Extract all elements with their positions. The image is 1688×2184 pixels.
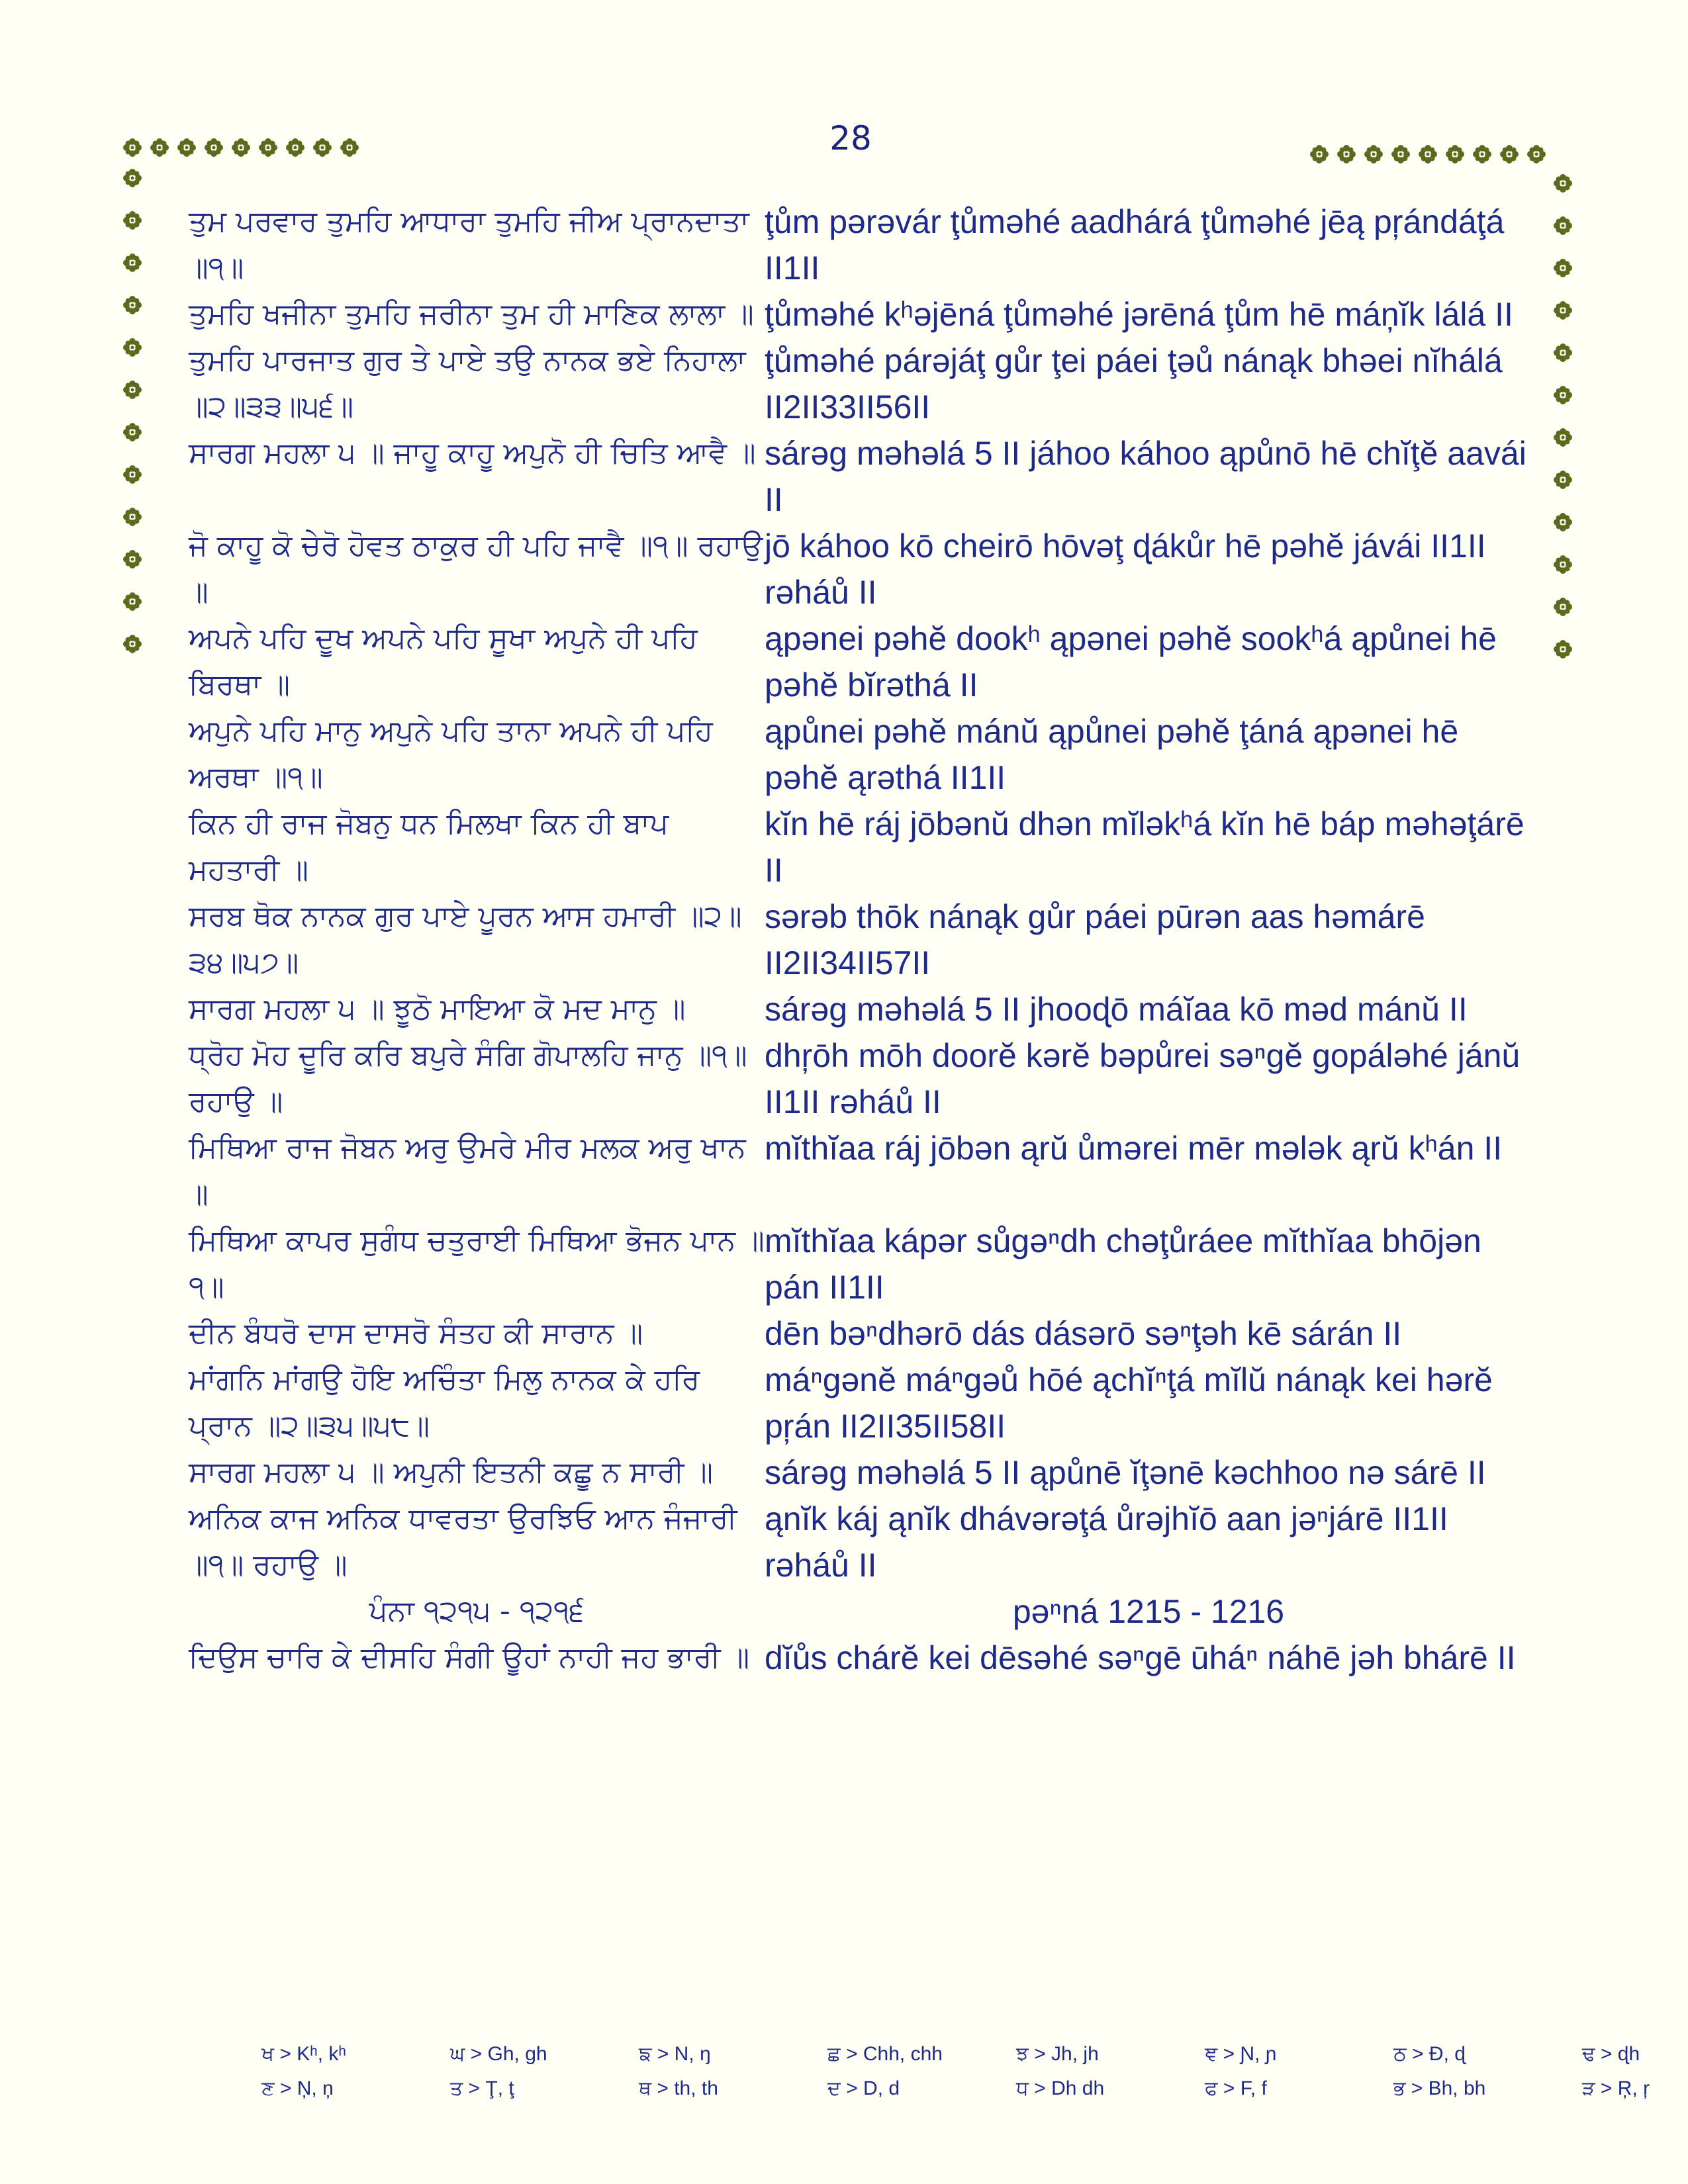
verse-row <box>189 1449 1532 1496</box>
verse-row <box>189 986 1532 1032</box>
transliteration-text: ţůməhé kʰəjēná ţůməhé jərēná ţům hē máņĭk lálá II <box>765 296 1513 333</box>
flower-icon <box>231 138 251 158</box>
gurmukhi-text: ਅਨਿਕ ਕਾਜ ਅਨਿਕ ਧਾਵਰਤਾ ਉਰਝਿਓ ਆਨ ਜੰਜਾਰੀ ॥੧॥ ਰਹਾਉ ॥ <box>189 1502 737 1582</box>
gurmukhi-text: ਕਿਨ ਹੀ ਰਾਜ ਜੋਬਨੁ ਧਨ ਮਿਲਖਾ ਕਿਨ ਹੀ ਬਾਪ ਮਹਤਾਰੀ ॥ <box>189 807 669 887</box>
flower-icon <box>1336 144 1356 164</box>
legend-item: ਭ > Bh, bh <box>1393 2077 1486 2099</box>
gurmukhi-text: ਧ੍ਰੋਹ ਮੋਹ ਦੂਰਿ ਕਰਿ ਬਪੁਰੇ ਸੰਗਿ ਗੋਪਾਲਹਿ ਜਾਨੁ ॥੧॥ ਰਹਾਉ ॥ <box>189 1038 747 1118</box>
flower-icon <box>1445 144 1465 164</box>
transliteration-text: sárəg məhəlá 5 II ąpůnē ĭţənē kəchhoo nə sárē II <box>765 1454 1486 1491</box>
flower-icon <box>1364 144 1383 164</box>
flower-icon <box>122 634 142 654</box>
flower-icon <box>312 138 332 158</box>
flower-icon <box>1553 428 1573 447</box>
gurmukhi-text: ਤੁਮਹਿ ਪਾਰਜਾਤ ਗੁਰ ਤੇ ਪਾਏ ਤਉ ਨਾਨਕ ਭਏ ਨਿਹਾਲਾ ॥੨॥੩੩॥੫੬॥ <box>189 343 746 424</box>
verse-rows-after <box>189 1635 1532 1681</box>
flower-icon <box>285 138 305 158</box>
legend-item: ਧ > Dh dh <box>1016 2077 1105 2099</box>
flower-icon <box>1499 144 1519 164</box>
gurmukhi-text: ਅਪੁਨੇ ਪਹਿ ਮਾਨੁ ਅਪੁਨੇ ਪਹਿ ਤਾਨਾ ਅਪਨੇ ਹੀ ਪਹਿ ਅਰਥਾ ॥੧॥ <box>189 714 713 794</box>
legend-item: ਫ > F, f <box>1205 2077 1267 2099</box>
verse-row <box>189 708 1532 801</box>
legend-item: ਥ > th, th <box>639 2077 718 2099</box>
flower-icon <box>122 507 142 527</box>
flower-icon <box>1526 144 1546 164</box>
flower-icon <box>1418 144 1438 164</box>
transliteration-text: sərəb thōk nánąk gůr páei pūrən aas həmárē II2II34II57II <box>765 898 1425 981</box>
page-marker-row <box>189 1588 1532 1635</box>
flower-icon <box>1553 470 1573 490</box>
legend-item: ਢ > ɖh <box>1582 2043 1640 2065</box>
legend-row <box>261 2071 1688 2106</box>
flower-icon <box>122 465 142 484</box>
gurmukhi-text: ਮਿਥਿਆ ਕਾਪਰ ਸੁਗੰਧ ਚਤੁਰਾਈ ਮਿਥਿਆ ਭੋਜਨ ਪਾਨ ॥੧॥ <box>189 1224 765 1304</box>
legend-item: ਦ > D, d <box>827 2077 900 2099</box>
transliteration-text: sárəg məhəlá 5 II jáhoo káhoo ąpůnō hē chĭţĕ aavái II <box>765 435 1526 518</box>
legend-item: ਙ > N, ŋ <box>639 2043 711 2065</box>
page-marker-gurmukhi: ਪੰਨਾ ੧੨੧੫ - ੧੨੧੬ <box>369 1594 585 1628</box>
flower-icon <box>1553 300 1573 320</box>
verse-row <box>189 430 1532 523</box>
flower-icon <box>1553 216 1573 236</box>
flower-icon <box>122 592 142 612</box>
transliteration-text: ąpůnei pəhĕ mánŭ ąpůnei pəhĕ ţáná ąpənei hē pəhĕ ąrəthá II1II <box>765 713 1459 796</box>
gurmukhi-text: ਮਾਂਗਨਿ ਮਾਂਗਉ ਹੋਇ ਅਚਿੰਤਾ ਮਿਲੁ ਨਾਨਕ ਕੇ ਹਰਿ ਪ੍ਰਾਨ ॥੨॥੩੫॥੫੮॥ <box>189 1363 700 1443</box>
flower-icon <box>1553 343 1573 363</box>
gurmukhi-text: ਦੀਨ ਬੰਧਰੋ ਦਾਸ ਦਾਸਰੋ ਸੰਤਹ ਕੀ ਸਾਰਾਨ ॥ <box>189 1316 643 1350</box>
legend-item: ਛ > Chh, chh <box>827 2043 943 2065</box>
legend-item: ਠ > Ɖ, ɖ <box>1393 2043 1466 2065</box>
flower-icon <box>150 138 169 158</box>
transliteration-text: dĭůs chárĕ kei dēsəhé səⁿgē ūháⁿ náhē jəh bhárē II <box>765 1639 1516 1676</box>
gurmukhi-text: ਦਿਉਸ ਚਾਰਿ ਕੇ ਦੀਸਹਿ ਸੰਗੀ ਊਹਾਂ ਨਾਹੀ ਜਹ ਭਾਰੀ ॥ <box>189 1641 750 1674</box>
flower-icon <box>1553 555 1573 574</box>
flower-icon <box>122 210 142 230</box>
verse-row <box>189 893 1532 986</box>
verse-rows <box>189 199 1532 1588</box>
verse-row <box>189 1032 1532 1125</box>
transliteration-text: sárəg məhəlá 5 II jhooɖō máĭaa kō məd mánŭ II <box>765 991 1468 1028</box>
legend-item: ਖ > Kʰ, kʰ <box>261 2043 346 2065</box>
legend-item: ਞ > Ɲ, ɲ <box>1205 2043 1277 2065</box>
flower-icon <box>1553 173 1573 193</box>
transliteration-text: dhŗōh mōh doorĕ kərĕ bəpůrei səⁿgĕ gopáləhé jánŭ II1II rəháů II <box>765 1037 1521 1120</box>
verse-row <box>189 523 1532 615</box>
gurmukhi-text: ਅਪਨੇ ਪਹਿ ਦੂਖ ਅਪਨੇ ਪਹਿ ਸੂਖਾ ਅਪੁਨੇ ਹੀ ਪਹਿ ਬਿਰਥਾ ॥ <box>189 621 698 702</box>
flower-icon <box>258 138 278 158</box>
flower-icon <box>122 295 142 315</box>
flower-icon <box>340 138 359 158</box>
flower-icon <box>1553 639 1573 659</box>
gurmukhi-text: ਜੋ ਕਾਹੂ ਕੋ ਚੇਰੋ ਹੋਵਤ ਠਾਕੁਰ ਹੀ ਪਹਿ ਜਾਵੈ ॥੧॥ ਰਹਾਉ ॥ <box>189 529 763 609</box>
legend-item: ੜ > Ŗ, ŗ <box>1582 2077 1650 2099</box>
gurmukhi-text: ਮਿਥਿਆ ਰਾਜ ਜੋਬਨ ਅਰੁ ਉਮਰੇ ਮੀਰ ਮਲਕ ਅਰੁ ਖਾਨ ॥ <box>189 1131 746 1211</box>
transliteration-text: ąpənei pəhĕ dookʰ ąpənei pəhĕ sookʰá ąpůnei hē pəhĕ bĭrəthá II <box>765 620 1497 704</box>
verse-row <box>189 291 1532 338</box>
flower-icon <box>1553 258 1573 278</box>
verse-row <box>189 801 1532 893</box>
flower-icon <box>122 549 142 569</box>
transliteration-text: jō káhoo kō cheirō hōvəţ ɖákůr hē pəhĕ jávái II1II rəháů II <box>765 527 1486 611</box>
page-number: 28 <box>829 119 872 158</box>
flower-icon <box>122 253 142 273</box>
gurmukhi-text: ਤੁਮਹਿ ਖਜੀਨਾ ਤੁਮਹਿ ਜਰੀਨਾ ਤੁਮ ਹੀ ਮਾਣਿਕ ਲਾਲਾ ॥ <box>189 297 754 331</box>
legend-item: ਤ > Ţ, ţ <box>450 2077 514 2099</box>
flower-icon <box>1553 385 1573 405</box>
verse-row <box>189 1635 1532 1681</box>
flower-icon <box>204 138 224 158</box>
verse-row <box>189 1125 1532 1218</box>
flower-icon <box>122 168 142 188</box>
gurmukhi-text: ਸਾਰਗ ਮਹਲਾ ੫ ॥ ਝੂਠੋ ਮਾਇਆ ਕੋ ਮਦ ਮਾਨੁ ॥ <box>189 992 686 1026</box>
transliteration-text: dēn bəⁿdhərō dás dásərō səⁿţəh kē sárán II <box>765 1315 1402 1352</box>
flower-icon <box>177 138 197 158</box>
verse-row <box>189 615 1532 708</box>
legend-row <box>261 2037 1688 2071</box>
legend-item: ਘ > Gh, gh <box>450 2043 547 2065</box>
page-marker-translit: pəⁿná 1215 - 1216 <box>1012 1593 1285 1630</box>
flower-icon <box>122 138 142 158</box>
verse-row <box>189 338 1532 430</box>
verse-row <box>189 1357 1532 1449</box>
verse-row <box>189 1496 1532 1588</box>
gurmukhi-text: ਸਾਰਗ ਮਹਲਾ ੫ ॥ ਅਪੁਨੀ ਇਤਨੀ ਕਛੂ ਨ ਸਾਰੀ ॥ <box>189 1455 714 1489</box>
transliteration-legend <box>261 2037 1688 2106</box>
verse-row <box>189 1310 1532 1357</box>
flower-icon <box>122 380 142 400</box>
flower-icon <box>1309 144 1329 164</box>
legend-item: ਣ > Ņ, ņ <box>261 2077 334 2099</box>
verse-table <box>189 199 1532 1681</box>
verse-row <box>189 1218 1532 1310</box>
transliteration-text: mĭthĭaa ráj jōbən ąrŭ ůmərei mēr mələk ąrŭ kʰán II <box>765 1130 1503 1167</box>
flower-icon <box>1553 597 1573 617</box>
transliteration-text: ţůməhé párəjáţ gůr ţei páei ţəů nánąk bhəei nĭhálá II2II33II56II <box>765 342 1503 426</box>
transliteration-text: ąnĭk káj ąnĭk dhávərəţá ůrəjhĭō aan jəⁿjárē II1II rəháů II <box>765 1500 1448 1584</box>
flower-icon <box>1553 512 1573 532</box>
flower-icon <box>122 338 142 357</box>
flower-icon <box>122 422 142 442</box>
flower-icon <box>1391 144 1411 164</box>
gurmukhi-text: ਤੁਮ ਪਰਵਾਰ ਤੁਮਹਿ ਆਧਾਰਾ ਤੁਮਹਿ ਜੀਅ ਪ੍ਰਾਨਦਾਤਾ ॥੧॥ <box>189 205 749 285</box>
transliteration-text: mĭthĭaa kápər sůgəⁿdh chəţůráee mĭthĭaa bhōjən pán II1II <box>765 1222 1481 1306</box>
transliteration-text: máⁿgənĕ máⁿgəů hōé ąchĭⁿţá mĭlŭ nánąk kei hərĕ pŗán II2II35II58II <box>765 1361 1493 1445</box>
legend-item: ਝ > Jh, jh <box>1016 2043 1099 2065</box>
flower-icon <box>1472 144 1492 164</box>
verse-row <box>189 199 1532 291</box>
gurmukhi-text: ਸਾਰਗ ਮਹਲਾ ੫ ॥ ਜਾਹੂ ਕਾਹੂ ਅਪੁਨੋ ਹੀ ਚਿਤਿ ਆਵੈ ॥ <box>189 436 756 470</box>
transliteration-text: ţům pərəvár ţůməhé aadhárá ţůməhé jēą pŗándáţá II1II <box>765 203 1505 287</box>
gurmukhi-text: ਸਰਬ ਥੋਕ ਨਾਨਕ ਗੁਰ ਪਾਏ ਪੂਰਨ ਆਸ ਹਮਾਰੀ ॥੨॥੩੪॥੫੭॥ <box>189 899 742 979</box>
transliteration-text: kĭn hē ráj jōbənŭ dhən mĭləkʰá kĭn hē báp məhəţárē II <box>765 805 1524 889</box>
